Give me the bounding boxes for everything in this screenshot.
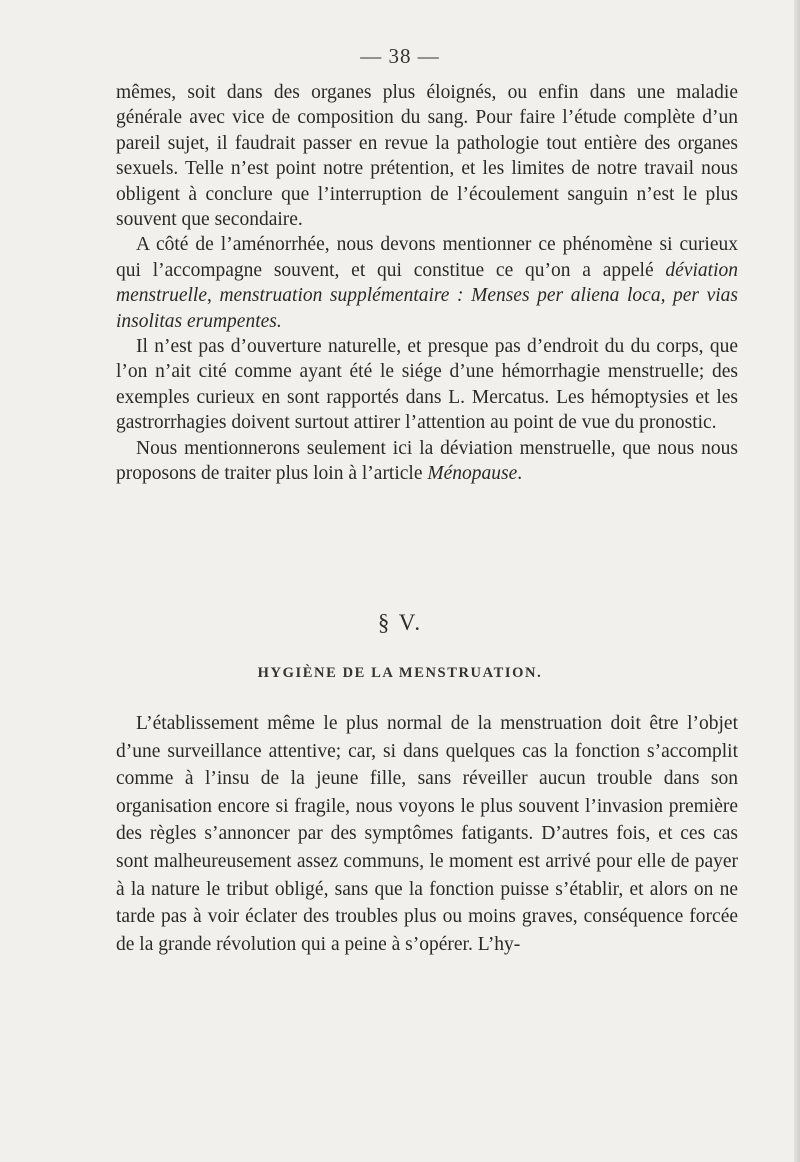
paragraph-text: Nous mentionnerons seulement ici la déviation menstruelle, que nous nous proposons de traiter plus loin à l’article (116, 437, 738, 485)
paragraph-text: . (517, 463, 523, 485)
paragraph-text: , (206, 285, 220, 307)
paragraph: L’établissement même le plus normal de la menstruation doit être l’objet d’une surveillance attentive; car, si dans quelques cas la fonction s’accomplit comme à l’insu de la jeune fille, sans réveiller aucun trouble dans son organisation encore si fragile, nous voyons le plus souvent l’invasion première des règles s’annoncer par des symptômes fatigants. D’autres fois, et ces cas sont malheureusement assez communs, le moment est arrivé pour elle de payer à la nature le tribut obligé, sans que la fonction puisse s’établir, et alors on ne tarde pas à voir éclater des troubles plus ou moins graves, conséquence forcée de la grande révolution qui a peine à s’opérer. L’hy- (116, 713, 738, 955)
section-number: § V. (377, 610, 423, 635)
section-title: HYGIÈNE DE LA MENSTRUATION. (257, 665, 543, 681)
italic-term: Ménopause (427, 463, 518, 485)
paragraph: mêmes, soit dans des organes plus éloignés, ou enfin dans une maladie générale avec vice de composition du sang. Pour faire l’étude complète d’un pareil sujet, il faudrait passer en revue la pathologie tout entière des organes sexuels. Telle n’est point notre prétention, et les limites de notre travail nous obligent à conclure que l’interruption de l’écoulement sanguin n’est le plus souvent que secondaire. (116, 82, 738, 231)
page-edge (794, 0, 800, 1162)
page-number: — 38 — (360, 44, 440, 68)
paragraph-text: A côté de l’aménorrhée, nous devons mentionner ce phénomène si curieux qui l’accompagne souvent, et qui constitue ce qu’on a appelé (116, 234, 738, 281)
paragraph (116, 232, 738, 334)
italic-term: déviation menstruelle (116, 259, 738, 307)
italic-term: menstruation supplémentaire : Menses per aliena loca, per vias insolitas erumpentes. (116, 285, 739, 332)
paragraph (116, 436, 738, 487)
text-block-bottom (116, 710, 738, 958)
text-block-top (116, 80, 738, 487)
paragraph: Il n’est pas d’ouverture naturelle, et presque pas d’endroit du du corps, que l’on n’ait cité comme ayant été le siége d’une hémorrhagie menstruelle; des exemples curieux en sont rapportés dans L. Mercatus. Les hémoptysies et les gastrorrhagies doivent surtout attirer l’attention au point de vue du pronostic. (116, 336, 738, 434)
